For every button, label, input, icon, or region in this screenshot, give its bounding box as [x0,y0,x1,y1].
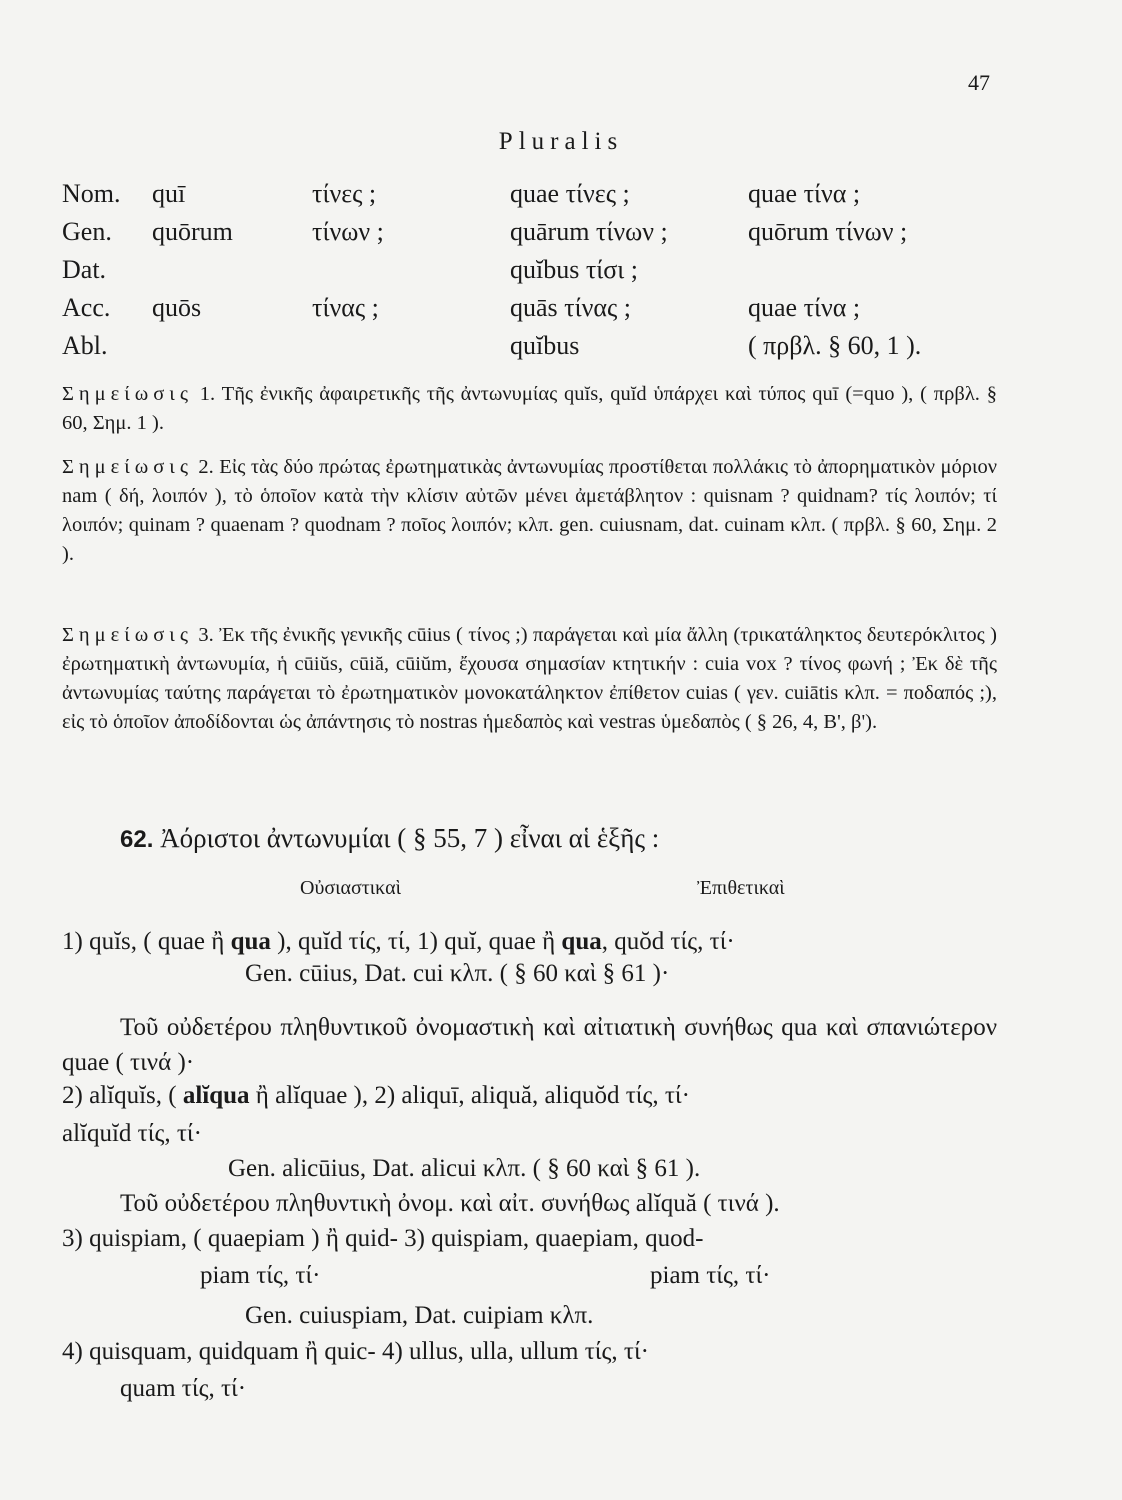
page-heading: Pluralis [498,128,624,155]
note-text: 3. Ἐκ τῆς ἐνικῆς γενικῆς cūius ( τίνος ;) παράγεται καὶ μία ἄλλη (τρικατάληκτος δευτερόκλιτος ) ἐρωτηματικὴ ἀντωνυμία, ἡ cūiŭs, cūiă, cūiŭm, ἔχουσα σημασίαν κτητικήν : cuia vox ? τίνος φωνή ; Ἐκ δὲ τῆς ἀντωνυμίας ταύτης παράγεται τὸ ἐρωτηματικὸν μονοκατάληκτον ἐπίθετον cuias ( γεν. cuiātis κλπ. = ποδαπός ;), εἰς τὸ ὁποῖον ἀποδίδονται ὡς ἀπάντησις τὸ nostras ἡμεδαπὸς καὶ vestras ὑμεδαπὸς ( § 26, 4, Β', β'). [62,624,997,733]
note-label: Σημείωσις [62,383,193,405]
column-head-substantives: Οὐσιαστικαὶ [300,877,401,899]
page-number: 47 [968,70,990,95]
note-text: 2. Εἰς τὰς δύο πρώτας ἐρωτηματικὰς ἀντωνυμίας προστίθεται πολλάκις τὸ ἀπορηματικὸν μόριον nam ( δή, λοιπόν ), τὸ ὁποῖον κατὰ τὴν κλίσιν αὐτῶν μένει ἀμετάβλητον : quisnam ? quidnam? τίς λοιπόν; τί λοιπόν; quinam ? quaenam ? quodnam ? ποῖος λοιπόν; κλπ. gen. cuiusnam, dat. cuinam κλπ. ( πρβλ. § 60, Σημ. 2 ). [62,456,997,565]
declension-row [62,289,998,327]
note-1 [62,380,997,438]
declension-cell-case: Abl. [62,331,108,360]
entry-bold: qua [561,928,602,955]
declension-row [62,213,998,251]
entry-2-note: Τοῦ οὐδετέρου πληθυντικὴ ὀνομ. καὶ αἰτ. συνήθως alĭquă ( τινά ). [120,1190,780,1217]
entry-3-right-cont: piam τίς, τί· [650,1262,771,1289]
declension-cell-n [748,251,998,289]
declension-row [62,251,998,289]
declension-cell-case: Gen. [62,217,112,246]
declension-cell-f: quās τίνας ; [510,293,631,322]
declension-cell-m [152,327,312,365]
entry-bold: qua [230,928,271,955]
column-head-adjectives: Ἐπιθετικαὶ [697,877,785,899]
entry-4-line-2: quam τίς, τί· [120,1375,247,1402]
declension-cell-m: quōs [152,293,202,322]
entry-text: 1) quĭs, ( quae ἢ [62,928,231,955]
note-3 [62,621,997,737]
declension-cell-n: quae τίνα ; [748,293,861,322]
declension-cell-m: quōrum [152,217,233,246]
note-text: 1. Τῆς ἐνικῆς ἀφαιρετικῆς τῆς ἀντωνυμίας quĭs, quĭd ὑπάρχει καὶ τύπος quī (=quo ), ( πρβλ. § 60, Σημ. 1 ). [62,383,997,434]
declension-cell-case: Nom. [62,179,121,208]
entry-2-line-2: alĭquĭd τίς, τί· [62,1120,202,1147]
section-title-text: Ἀόριστοι ἀντωνυμίαι ( § 55, 7 ) εἶναι αἱ ἑξῆς : [160,823,660,853]
entry-2-line [62,1082,690,1110]
entry-1-line [62,928,735,956]
entry-3-left-cont: piam τίς, τί· [200,1262,321,1289]
section-number: 62. [120,826,154,853]
note-2 [62,453,997,569]
entry-bold: alĭqua [182,1082,250,1109]
declension-cell-n: ( πρβλ. § 60, 1 ). [748,331,922,360]
declension-row [62,175,998,213]
declension-row [62,327,998,365]
declension-cell-m_gr: τίνας ; [312,293,379,322]
entry-1-genitive: Gen. cūius, Dat. cui κλπ. ( § 60 καὶ § 61 )· [245,960,670,987]
note-label: Σημείωσις [62,624,193,646]
entry-text: ), quĭd τίς, τί, 1) quĭ, quae ἢ [270,928,562,955]
entry-1-note: Τοῦ οὐδετέρου πληθυντικοῦ ὀνομαστικὴ καὶ αἰτιατικὴ συνήθως qua καὶ σπανιώτερον quae ( τινά )· [62,1014,997,1076]
entry-3-genitive: Gen. cuiuspiam, Dat. cuipiam κλπ. [245,1302,594,1329]
entry-text: 2) alĭquĭs, ( [62,1082,183,1109]
declension-cell-f: quae τίνες ; [510,179,630,208]
declension-cell-m [152,251,312,289]
declension-table [62,175,998,365]
entry-2-genitive: Gen. alicūius, Dat. alicui κλπ. ( § 60 καὶ § 61 ). [228,1155,701,1182]
declension-cell-m: quī [152,179,186,208]
entry-text: , quŏd τίς, τί· [601,928,735,955]
declension-cell-m_gr: τίνες ; [312,179,377,208]
entry-4-line: 4) quisquam, quidquam ἢ quic- 4) ullus, ulla, ullum τίς, τί· [62,1338,650,1365]
declension-cell-n: quōrum τίνων ; [748,217,908,246]
declension-cell-m_gr [312,251,510,289]
declension-cell-m_gr [312,327,510,365]
declension-cell-f: quĭbus [510,331,580,360]
declension-cell-m_gr: τίνων ; [312,217,384,246]
declension-cell-f: quĭbus τίσι ; [510,255,639,284]
note-label: Σημείωσις [62,456,193,478]
section-62-title [120,823,659,854]
declension-cell-n: quae τίνα ; [748,179,861,208]
declension-cell-f: quārum τίνων ; [510,217,668,246]
entry-text: ἢ alĭquae ), 2) aliquī, aliquă, aliquŏd τίς, τί· [249,1082,690,1109]
entry-3-line: 3) quispiam, ( quaepiam ) ἢ quid- 3) quispiam, quaepiam, quod- [62,1225,704,1252]
declension-cell-case: Acc. [62,293,111,322]
declension-cell-case: Dat. [62,255,107,284]
